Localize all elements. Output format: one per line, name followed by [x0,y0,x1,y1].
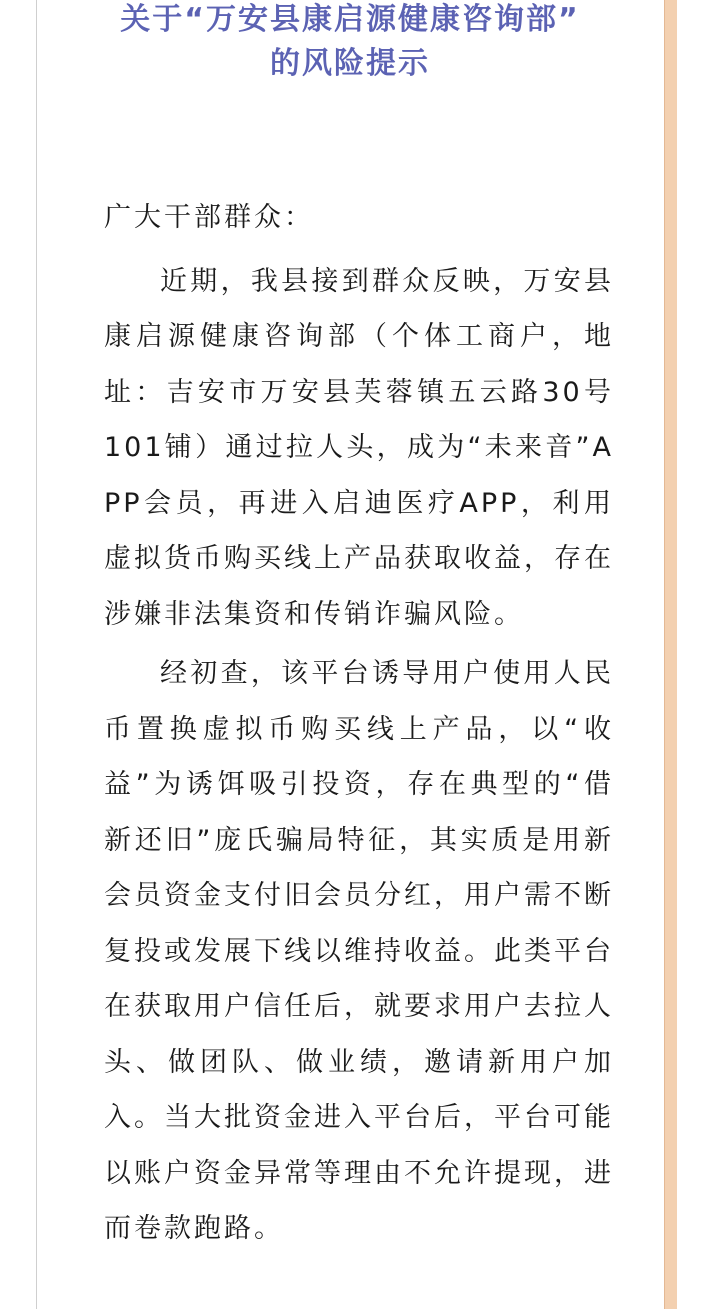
notice-title-line-1: 关于“万安县康启源健康咨询部” [120,2,580,37]
paragraph-investigation: 经初查，该平台诱导用户使用人民币置换虚拟币购买线上产品，以“收益”为诱饵吸引投资，存在典型的“借新还旧”庞氏骗局特征，其实质是用新会员资金支付旧会员分红，用户需不断复投或发展下线以维持收益。此类平台在获取用户信任后，就要求用户去拉人头、做团队、做业绩，邀请新用户加入。当大批资金进入平台后，平台可能以账户资金异常等理由不允许提现，进而卷款跑路。 [104,658,614,1244]
right-decorative-bar [664,0,677,1309]
notice-body [104,190,614,1257]
notice-title [50,0,650,86]
left-margin-rule [36,0,37,1309]
notice-title-line-2: 的风险提示 [270,46,430,81]
paragraph-report: 近期，我县接到群众反映，万安县康启源健康咨询部（个体工商户，地址：吉安市万安县芙蓉镇五云路30号101铺）通过拉人头，成为“未来音”APP会员，再进入启迪医疗APP，利用虚拟货币购买线上产品获取收益，存在涉嫌非法集资和传销诈骗风险。 [104,265,614,630]
salutation: 广大干部群众： [104,202,314,233]
